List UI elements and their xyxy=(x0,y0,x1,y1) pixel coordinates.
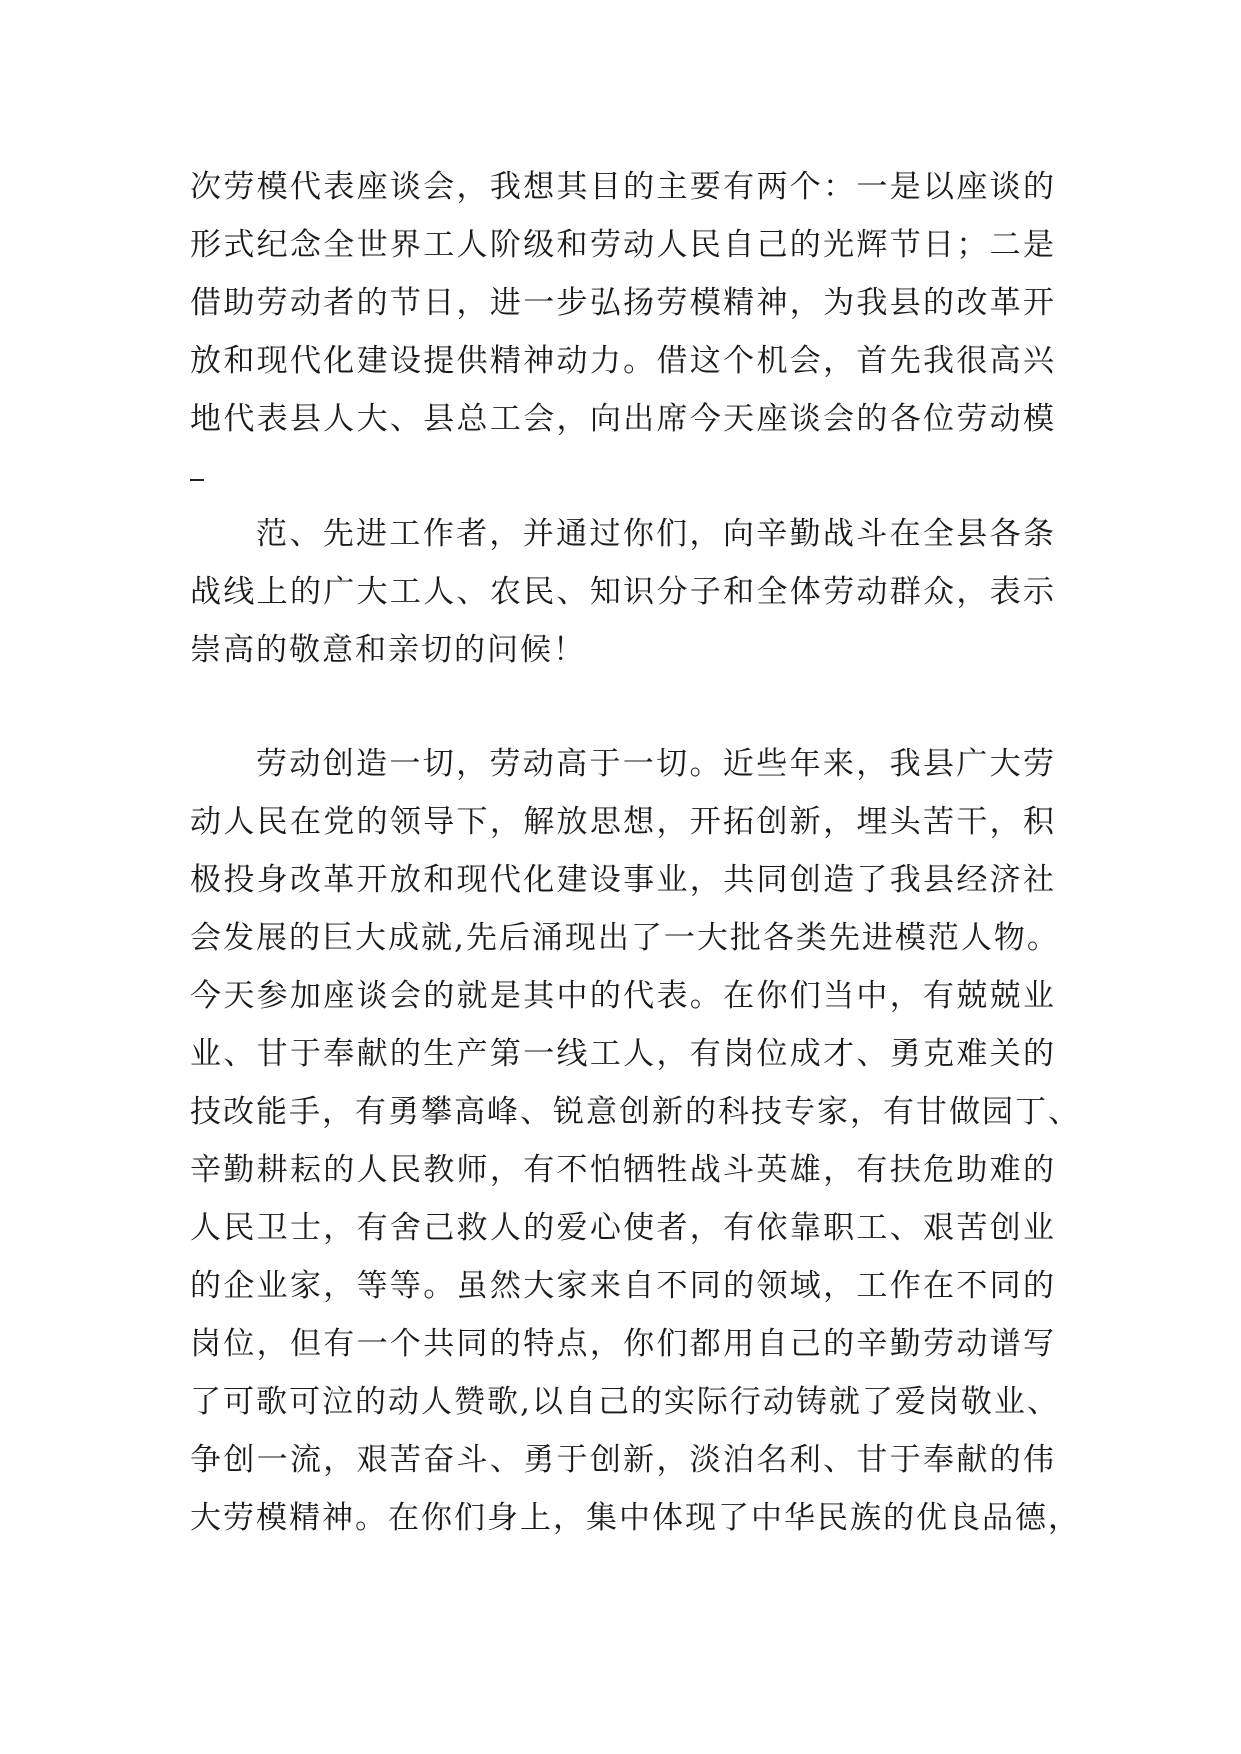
text-line: 借助劳动者的节日，进一步弘扬劳模精神，为我县的改革开 xyxy=(190,285,1056,321)
text-line: 岗位，但有一个共同的特点，你们都用自己的辛勤劳动谱写 xyxy=(190,1326,1056,1362)
text-line: 技改能手，有勇攀高峰、锐意创新的科技专家，有甘做园丁、 xyxy=(190,1094,1081,1130)
text-line: 地代表县人大、县总工会，向出席今天座谈会的各位劳动模 xyxy=(190,401,1056,437)
paragraph-1 xyxy=(190,158,1056,448)
text-line: 辛勤耕耘的人民教师，有不怕牺牲战斗英雄，有扶危助难的 xyxy=(190,1152,1056,1188)
text-line: 崇高的敬意和亲切的问候！ xyxy=(190,632,586,668)
text-line: 业、甘于奉献的生产第一线工人，有岗位成才、勇克难关的 xyxy=(190,1036,1056,1072)
text-line: 大劳模精神。在你们身上，集中体现了中华民族的优良品德， xyxy=(190,1500,1081,1536)
text-line: 放和现代化建设提供精神动力。借这个机会，首先我很高兴 xyxy=(190,343,1056,379)
paragraph-3 xyxy=(190,735,1081,1547)
text-line: 形式纪念全世界工人阶级和劳动人民自己的光辉节日；二是 xyxy=(190,227,1056,263)
text-line: 争创一流，艰苦奋斗、勇于创新，淡泊名利、甘于奉献的伟 xyxy=(190,1442,1056,1478)
text-line: 极投身改革开放和现代化建设事业，共同创造了我县经济社 xyxy=(190,862,1056,898)
text-line: 次劳模代表座谈会，我想其目的主要有两个：一是以座谈的 xyxy=(190,169,1056,205)
text-line: 今天参加座谈会的就是其中的代表。在你们当中，有兢兢业 xyxy=(190,978,1056,1014)
paragraph-2 xyxy=(190,505,1056,679)
text-cursor-mark xyxy=(190,479,204,481)
text-line: 动人民在党的领导下，解放思想，开拓创新，埋头苦干，积 xyxy=(190,804,1056,840)
text-line: 人民卫士，有舍己救人的爱心使者，有依靠职工、艰苦创业 xyxy=(190,1210,1056,1246)
text-line: 范、先进工作者，并通过你们，向辛勤战斗在全县各条 xyxy=(256,516,1056,552)
text-line: 会发展的巨大成就,先后涌现出了一大批各类先进模范人物。 xyxy=(190,920,1060,956)
text-line: 了可歌可泣的动人赞歌,以自己的实际行动铸就了爱岗敬业、 xyxy=(190,1384,1060,1420)
text-line: 战线上的广大工人、农民、知识分子和全体劳动群众，表示 xyxy=(190,574,1056,610)
text-line: 的企业家，等等。虽然大家来自不同的领域，工作在不同的 xyxy=(190,1268,1056,1304)
text-line: 劳动创造一切，劳动高于一切。近些年来，我县广大劳 xyxy=(256,746,1056,782)
